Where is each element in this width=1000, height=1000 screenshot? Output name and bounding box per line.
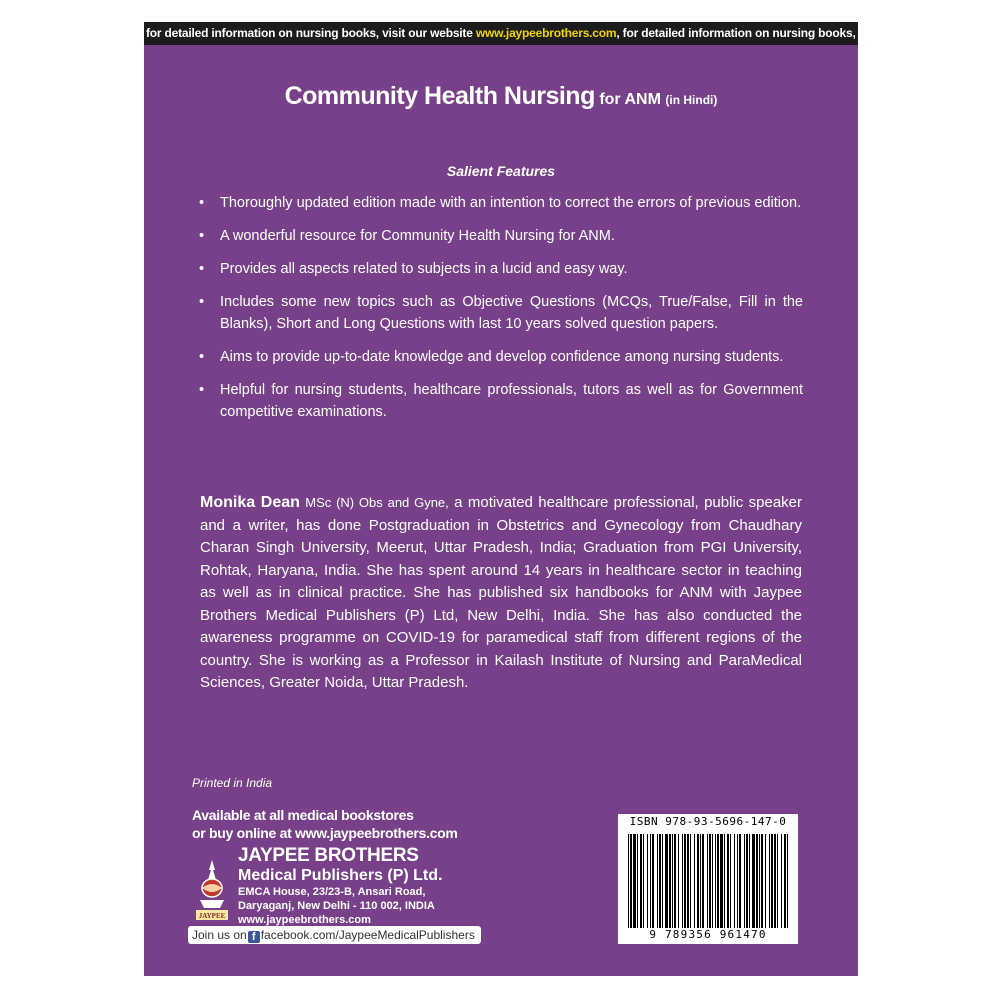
publisher-address-2: Daryaganj, New Delhi - 110 002, INDIA bbox=[238, 900, 435, 912]
author-name: Monika Dean bbox=[200, 494, 300, 511]
barcode-bar bbox=[694, 834, 695, 928]
bullet-icon: • bbox=[199, 294, 205, 310]
barcode-bar bbox=[672, 834, 673, 928]
isbn-digits: 9 789356 961470 bbox=[649, 928, 767, 941]
logo-text: JAYPEE bbox=[198, 912, 226, 920]
feature-item bbox=[199, 192, 803, 214]
barcode-bar bbox=[643, 834, 644, 928]
barcode-bar bbox=[665, 834, 668, 928]
back-cover bbox=[144, 22, 950, 976]
publisher-info bbox=[238, 846, 442, 927]
barcode-bar bbox=[662, 834, 663, 928]
barcode-bar bbox=[737, 834, 738, 928]
barcode-bar bbox=[730, 834, 731, 928]
barcode-bar bbox=[657, 834, 658, 928]
bullet-icon: • bbox=[199, 228, 205, 244]
barcode-bar bbox=[707, 834, 708, 928]
feature-text: Provides all aspects related to subjects in a lucid and easy way. bbox=[220, 261, 628, 277]
barcode-bar bbox=[633, 834, 636, 928]
salient-features-heading: Salient Features bbox=[446, 163, 556, 179]
title-main: Community Health Nursing bbox=[284, 82, 595, 110]
availability-line-2[interactable]: or buy online at www.jaypeebrothers.com bbox=[192, 825, 458, 841]
barcode-bar bbox=[734, 834, 735, 928]
barcode-bar bbox=[752, 834, 755, 928]
feature-item bbox=[199, 225, 803, 247]
feature-text: Thoroughly updated edition made with an intention to correct the errors of previous edition. bbox=[220, 195, 802, 211]
barcode-bar bbox=[647, 834, 648, 928]
barcode-bar bbox=[637, 834, 638, 928]
facebook-prefix: Join us on bbox=[192, 928, 247, 942]
feature-text: Helpful for nursing students, healthcare professionals, tutors as well as for Government competitive examinations. bbox=[220, 382, 803, 420]
barcode-bar bbox=[690, 834, 691, 928]
barcode-bar bbox=[678, 834, 679, 928]
barcode-bar bbox=[674, 834, 676, 928]
availability bbox=[192, 806, 458, 842]
publisher-website[interactable]: www.jaypeebrothers.com bbox=[238, 914, 371, 926]
top-band-website-link[interactable]: www.jaypeebrothers.com bbox=[475, 26, 617, 40]
barcode-bars bbox=[628, 834, 788, 928]
feature-text: A wonderful resource for Community Health Nursing for ANM. bbox=[220, 228, 615, 244]
barcode-bar bbox=[687, 834, 689, 928]
barcode-bar bbox=[697, 834, 699, 928]
facebook-banner[interactable] bbox=[188, 926, 481, 944]
barcode-bar bbox=[774, 834, 776, 928]
feature-text: Includes some new topics such as Objective Questions (MCQs, True/False, Fill in the Blanks), Short and Long Questions with last 10 years solved question papers. bbox=[220, 294, 803, 332]
barcode-bar bbox=[652, 834, 654, 928]
facebook-url[interactable]: facebook.com/JaypeeMedicalPublishers bbox=[260, 928, 475, 942]
publisher-subtitle: Medical Publishers (P) Ltd. bbox=[238, 867, 443, 884]
facebook-icon: f bbox=[248, 931, 260, 943]
barcode-bar bbox=[702, 834, 704, 928]
bullet-icon: • bbox=[199, 382, 205, 398]
barcode-bar bbox=[682, 834, 683, 928]
barcode-bar bbox=[787, 834, 788, 928]
feature-text: Aims to provide up-to-date knowledge and develop confidence among nursing students. bbox=[220, 349, 784, 365]
barcode-bar bbox=[724, 834, 725, 928]
feature-item bbox=[199, 258, 803, 280]
barcode-bar bbox=[717, 834, 719, 928]
barcode-bar bbox=[761, 834, 763, 928]
barcode-bar bbox=[746, 834, 748, 928]
barcode-bar bbox=[715, 834, 716, 928]
barcode-bar bbox=[749, 834, 750, 928]
barcode-bar bbox=[771, 834, 773, 928]
barcode-bar bbox=[727, 834, 729, 928]
barcode-bar bbox=[744, 834, 745, 928]
barcode-bar bbox=[659, 834, 661, 928]
feature-item bbox=[199, 291, 803, 335]
bullet-icon: • bbox=[199, 195, 205, 211]
barcode-bar bbox=[709, 834, 711, 928]
barcode-bar bbox=[669, 834, 671, 928]
barcode-bar bbox=[720, 834, 723, 928]
barcode-bar bbox=[781, 834, 782, 928]
isbn-label: ISBN 978-93-5696-147-0 bbox=[629, 815, 787, 828]
top-band-text-1: for detailed information on nursing books, visit our website bbox=[146, 26, 476, 40]
barcode-bar bbox=[784, 834, 786, 928]
barcode-bar bbox=[640, 834, 642, 928]
bullet-icon: • bbox=[199, 349, 205, 365]
barcode-bar bbox=[777, 834, 778, 928]
author-credentials: MSc (N) Obs and Gyne, bbox=[305, 495, 449, 510]
feature-item bbox=[199, 346, 803, 368]
author-bio bbox=[200, 492, 802, 695]
barcode-bar bbox=[684, 834, 686, 928]
publisher-address-1: EMCA House, 23/23-B, Ansari Road, bbox=[238, 886, 426, 898]
bullet-icon: • bbox=[199, 261, 205, 277]
printed-in: Printed in India bbox=[192, 776, 273, 790]
title-language: (in Hindi) bbox=[665, 93, 718, 107]
publisher-name: JAYPEE BROTHERS bbox=[238, 845, 419, 866]
barcode-bar bbox=[769, 834, 770, 928]
barcode-bar bbox=[739, 834, 741, 928]
features-list bbox=[199, 192, 803, 434]
barcode-bar bbox=[628, 834, 629, 928]
availability-line-1: Available at all medical bookstores bbox=[192, 807, 414, 823]
jaypee-logo-icon bbox=[192, 858, 232, 922]
top-band-text-2: , for detailed information on nursing books, visit our website bbox=[616, 26, 950, 40]
feature-item bbox=[199, 379, 803, 423]
book-title bbox=[144, 82, 858, 111]
barcode-bar bbox=[712, 834, 713, 928]
isbn-barcode bbox=[618, 814, 798, 944]
barcode-bar bbox=[700, 834, 701, 928]
top-info-band bbox=[144, 22, 950, 45]
title-sub: for ANM bbox=[599, 91, 661, 108]
author-bio-text: a motivated healthcare professional, public speaker and a writer, has done Postgraduation in Obstetrics and Gynecology from Chaudhary Charan Singh University, Meerut, Uttar Pradesh, India; Graduation from PGI University, Rohtak, Haryana, India. She has spent around 14 years in healthcare sector in teaching as well as in clinical practice. She has published six handbooks for ANM with Jaypee Brothers Medical Publishers (P) Ltd, New Delhi, India. She has also conducted the awareness programme on COVID-19 for paramedical staff from different regions of the country. She is working as a Professor in Kailash Institute of Nursing and ParaMedical Sciences, Greater Noida, Uttar Pradesh. bbox=[200, 494, 803, 691]
barcode-bar bbox=[756, 834, 758, 928]
barcode-bar bbox=[650, 834, 651, 928]
barcode-bar bbox=[630, 834, 632, 928]
barcode-bar bbox=[765, 834, 766, 928]
barcode-bar bbox=[759, 834, 760, 928]
